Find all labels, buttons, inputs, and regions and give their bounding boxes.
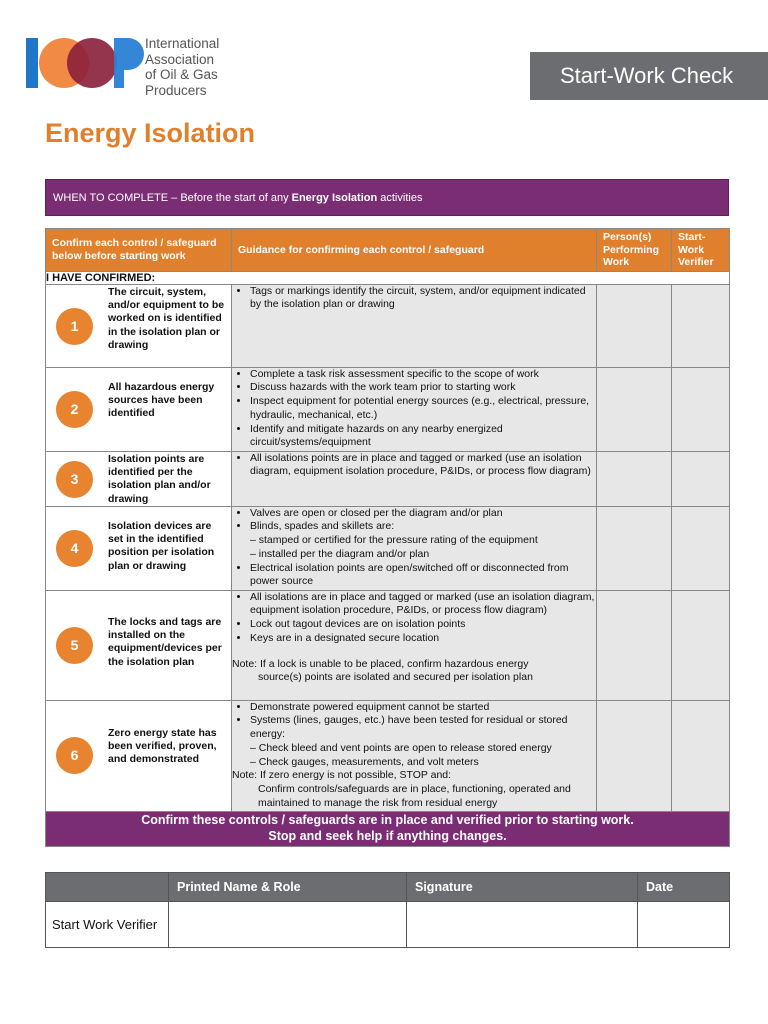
guidance-item: • Discuss hazards with the work team prior to starting work — [250, 381, 596, 395]
guidance-item: • Electrical isolation points are open/switched off or disconnected from power source — [250, 562, 596, 590]
control-text: Isolation devices are set in the identified position per isolation plan or drawing — [108, 519, 215, 572]
guidance-sub-item: – Check gauges, measurements, and volt meters — [250, 755, 479, 768]
footer-message: Confirm these controls / safeguards are in place and verified prior to starting work. Stop and seek help if anything changes. — [46, 811, 730, 846]
guidance-item: • Demonstrate powered equipment cannot be started — [250, 701, 596, 715]
logo-text: International Association of Oil & Gas Producers — [145, 36, 220, 98]
sig-row-label: Start Work Verifier — [46, 902, 169, 948]
verifier-cell[interactable] — [672, 284, 730, 367]
control-row-6 — [46, 700, 730, 811]
controls-table — [45, 228, 730, 847]
page-title: Energy Isolation — [45, 118, 256, 148]
verifier-cell[interactable] — [672, 451, 730, 506]
number-badge: 6 — [56, 737, 93, 774]
verifier-cell[interactable] — [672, 506, 730, 590]
guidance-note: Confirm controls/safeguards are in place, functioning, operated and maintained to manage the risk from residual energy — [258, 783, 571, 810]
number-badge: 5 — [56, 627, 93, 664]
persons-cell[interactable] — [597, 284, 672, 367]
guidance-item: • All isolations are in place and tagged or marked (use an isolation diagram, equipment isolation procedure, P&IDs, or process flow diagram) — [250, 591, 596, 619]
control-text: All hazardous energy sources have been identified — [108, 380, 215, 420]
guidance-note: Note: If zero energy is not possible, STOP and: — [232, 769, 452, 782]
control-row-2 — [46, 367, 730, 451]
sig-header-signature: Signature — [407, 873, 638, 902]
verifier-cell[interactable] — [672, 367, 730, 451]
guidance-item: • Identify and mitigate hazards on any nearby energized circuit/systems/equipment — [250, 423, 596, 451]
i-have-confirmed-label: I HAVE CONFIRMED: — [46, 271, 730, 284]
control-row-5 — [46, 590, 730, 700]
guidance-item: • All isolations points are in place and tagged or marked (use an isolation diagram, equipment isolation procedure, P&IDs, or process flow diagram) — [250, 452, 596, 480]
guidance-item: • Valves are open or closed per the diagram and/or plan — [250, 507, 596, 521]
guidance-item: • Keys are in a designated secure location — [250, 632, 596, 646]
guidance-sub-item: – stamped or certified for the pressure rating of the equipment — [250, 534, 538, 547]
guidance-note: Note: If a lock is unable to be placed, confirm hazardous energy — [232, 657, 529, 670]
verifier-cell[interactable] — [672, 590, 730, 700]
guidance-item: • Inspect equipment for potential energy sources (e.g., electrical, pressure, hydraulic, mechanical, etc.) — [250, 395, 596, 423]
date-field[interactable] — [638, 902, 730, 948]
control-text: The circuit, system, and/or equipment to be worked on is identified in the isolation plan or drawing — [108, 285, 225, 352]
sig-header-name-role: Printed Name & Role — [169, 873, 407, 902]
number-badge: 2 — [56, 391, 93, 428]
control-row-1 — [46, 284, 730, 367]
guidance-sub-item: – installed per the diagram and/or plan — [250, 547, 430, 560]
persons-cell[interactable] — [597, 590, 672, 700]
guidance-item: • Lock out tagout devices are on isolation points — [250, 618, 596, 632]
control-text: Isolation points are identified per the isolation plan and/or drawing — [108, 452, 211, 505]
control-row-3 — [46, 451, 730, 506]
start-work-check-banner: Start-Work Check — [530, 52, 768, 100]
verifier-cell[interactable] — [672, 700, 730, 811]
guidance-item: • Tags or markings identify the circuit, system, and/or equipment indicated by the isolation plan or drawing — [250, 285, 596, 313]
control-text: The locks and tags are installed on the equipment/devices per the isolation plan — [108, 615, 222, 668]
persons-cell[interactable] — [597, 506, 672, 590]
control-text: Zero energy state has been verified, proven, and demonstrated — [108, 726, 217, 766]
persons-cell[interactable] — [597, 700, 672, 811]
guidance-note: source(s) points are isolated and secured per isolation plan — [258, 671, 533, 684]
guidance-sub-item: – Check bleed and vent points are open to release stored energy — [250, 741, 552, 754]
number-badge: 1 — [56, 308, 93, 345]
header-verifier: Start-Work Verifier — [672, 229, 730, 272]
guidance-item: • Complete a task risk assessment specific to the scope of work — [250, 368, 596, 382]
sig-header-date: Date — [638, 873, 730, 902]
control-row-4 — [46, 506, 730, 590]
number-badge: 4 — [56, 530, 93, 567]
persons-cell[interactable] — [597, 367, 672, 451]
header-control: Confirm each control / safeguard below before starting work — [46, 229, 232, 272]
number-badge: 3 — [56, 461, 93, 498]
header-guidance: Guidance for confirming each control / safeguard — [232, 229, 597, 272]
signature-table — [45, 872, 730, 948]
signature-field[interactable] — [407, 902, 638, 948]
when-to-complete-bar: WHEN TO COMPLETE – Before the start of any Energy Isolation activities — [45, 179, 729, 216]
header-persons: Person(s) Performing Work — [597, 229, 672, 272]
printed-name-field[interactable] — [169, 902, 407, 948]
guidance-item: • Systems (lines, gauges, etc.) have been tested for residual or stored energy: — [250, 714, 596, 742]
persons-cell[interactable] — [597, 451, 672, 506]
guidance-item: • Blinds, spades and skillets are: — [250, 520, 596, 534]
sig-header-blank — [46, 873, 169, 902]
